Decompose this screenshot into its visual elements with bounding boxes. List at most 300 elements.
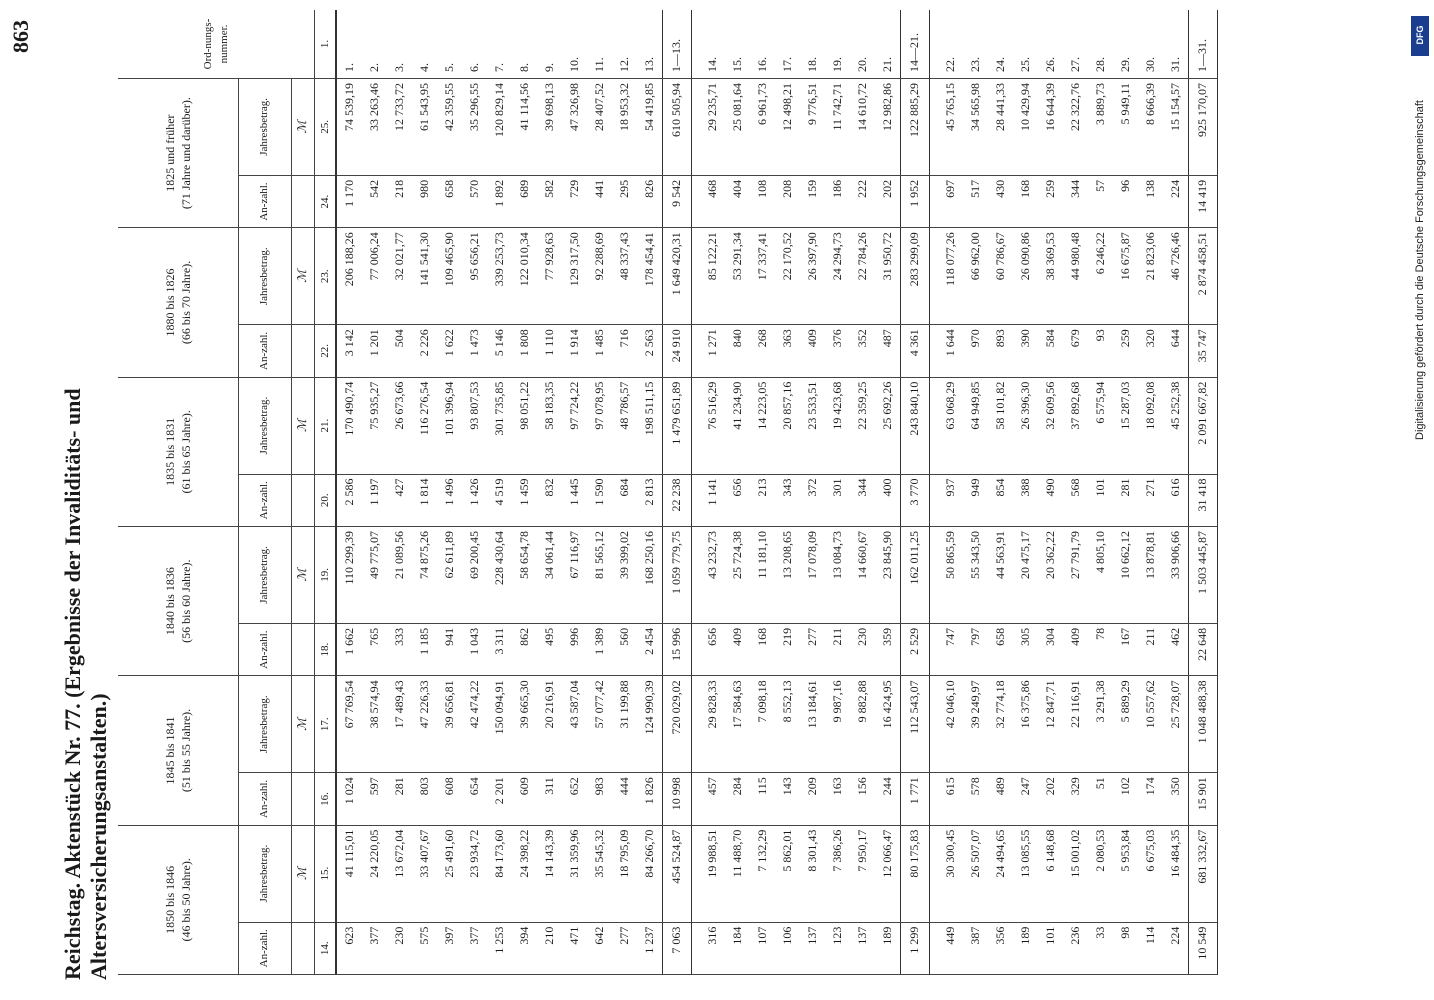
count-cell: 1 826 [637,773,663,825]
spacer-row [691,10,700,975]
amount-cell: 10 662,12 [1113,526,1138,623]
table-row [1013,10,1038,975]
amount-cell: 37 892,68 [1063,377,1088,474]
unit-row [291,10,314,975]
spacer-cell [929,825,938,922]
count-cell: 209 [800,773,825,825]
amount-cell: 33 906,66 [1163,526,1189,623]
count-col-header: An-zahl. [238,474,291,526]
ord-number-cell: 11. [587,10,612,78]
count-cell: 578 [963,773,988,825]
count-cell: 259 [1038,175,1063,227]
amount-cell: 6 961,73 [750,78,775,175]
count-cell: 230 [850,623,875,675]
amount-cell: 26 090,86 [1013,228,1038,325]
column-number: 22. [314,325,336,377]
amount-cell: 14 223,05 [750,377,775,474]
table-row [412,10,437,975]
amount-cell: 14 660,67 [850,526,875,623]
group-header: 1835 bis 1831 (61 bis 65 Jahre). [118,377,238,526]
count-cell: 765 [362,623,387,675]
count-cell: 949 [963,474,988,526]
count-cell: 1 473 [462,325,487,377]
table-row [1088,10,1113,975]
count-cell: 490 [1038,474,1063,526]
ord-number-cell: 19. [825,10,850,78]
running-head: Reichstag. Aktenstück Nr. 77. (Ergebnisse der Invaliditäts- und Altersversicherungsanstalten.) [60,388,111,980]
amount-cell: 2 080,53 [1088,825,1113,922]
column-number: 18. [314,623,336,675]
count-cell: 98 [1113,922,1138,974]
count-cell: 457 [700,773,725,825]
count-cell: 329 [1063,773,1088,825]
amount-cell: 162 011,25 [900,526,929,623]
amount-cell: 12 982,86 [875,78,901,175]
spacer-cell [691,526,700,623]
amount-cell: 20 362,22 [1038,526,1063,623]
total-row [1188,10,1217,975]
amount-cell: 22 116,91 [1063,676,1088,773]
spacer-cell [691,676,700,773]
table-row [1163,10,1189,975]
ord-number-cell: 3. [387,10,412,78]
count-cell: 1 914 [562,325,587,377]
count-cell: 504 [387,325,412,377]
amount-cell: 31 199,88 [612,676,637,773]
count-cell: 93 [1088,325,1113,377]
amount-cell: 95 656,21 [462,228,487,325]
amount-cell: 20 216,91 [537,676,562,773]
table-row [725,10,750,975]
amount-cell: 1 059 779,75 [662,526,691,623]
amount-cell: 13 184,61 [800,676,825,773]
amount-cell: 339 253,73 [487,228,512,325]
table-row [336,10,362,975]
amount-cell: 6 246,22 [1088,228,1113,325]
count-cell: 311 [537,773,562,825]
spacer-cell [691,228,700,325]
amount-cell: 26 396,30 [1013,377,1038,474]
amount-cell: 58 183,35 [537,377,562,474]
count-cell: 3 770 [900,474,929,526]
ord-number-cell: 28. [1088,10,1113,78]
count-cell: 409 [800,325,825,377]
amount-cell: 14 610,72 [850,78,875,175]
amount-cell: 29 828,33 [700,676,725,773]
count-cell: 4 519 [487,474,512,526]
count-cell: 1 952 [900,175,929,227]
amount-cell: 15 154,57 [1163,78,1189,175]
count-cell: 656 [725,474,750,526]
count-cell: 716 [612,325,637,377]
amount-cell: 64 949,85 [963,377,988,474]
count-cell: 937 [938,474,963,526]
amount-cell: 681 332,67 [1188,825,1217,922]
amount-col-header: Jahresbetrag. [238,228,291,325]
amount-cell: 11 488,70 [725,825,750,922]
count-cell: 1 389 [587,623,612,675]
count-cell: 747 [938,623,963,675]
count-cell: 167 [1113,623,1138,675]
amount-cell: 10 557,62 [1138,676,1163,773]
count-cell: 449 [938,922,963,974]
amount-cell: 28 407,52 [587,78,612,175]
amount-cell: 63 068,29 [938,377,963,474]
count-cell: 394 [512,922,537,974]
amount-cell: 93 807,53 [462,377,487,474]
amount-cell: 243 840,10 [900,377,929,474]
amount-cell: 58 101,82 [988,377,1013,474]
count-cell: 107 [750,922,775,974]
amount-cell: 17 337,41 [750,228,775,325]
ord-number-cell: 25. [1013,10,1038,78]
ord-number-cell: 20. [850,10,875,78]
amount-cell: 34 565,98 [963,78,988,175]
spacer-cell [929,676,938,773]
watermark-text: Digitalisierung gefördert durch die Deutsche Forschungsgemeinschaft [1414,100,1426,440]
amount-cell: 92 288,69 [587,228,612,325]
ord-number-cell: 21. [875,10,901,78]
amount-cell: 12 733,72 [387,78,412,175]
count-cell: 350 [1163,773,1189,825]
amount-cell: 16 424,95 [875,676,901,773]
group-header: 1825 und früher (71 Jahre und darüber). [118,78,238,227]
group-header: 1880 bis 1826 (66 bis 70 Jahre). [118,228,238,377]
amount-cell: 101 396,94 [437,377,462,474]
column-number: 25. [314,78,336,175]
count-cell: 1 197 [362,474,387,526]
amount-cell: 60 786,67 [988,228,1013,325]
ord-number-cell: 14—21. [900,10,929,78]
amount-cell: 150 094,91 [487,676,512,773]
count-cell: 409 [725,623,750,675]
count-cell: 3 142 [336,325,362,377]
count-cell: 1 814 [412,474,437,526]
count-cell: 277 [612,922,637,974]
table-row [537,10,562,975]
amount-cell: 98 051,22 [512,377,537,474]
count-cell: 427 [387,474,412,526]
spacer-cell [929,228,938,325]
count-cell: 123 [825,922,850,974]
unit-blank [291,773,314,825]
count-cell: 359 [875,623,901,675]
count-cell: 1 141 [700,474,725,526]
column-number: 14. [314,922,336,974]
count-cell: 22 648 [1188,623,1217,675]
count-cell: 284 [725,773,750,825]
count-cell: 570 [462,175,487,227]
table-row [700,10,725,975]
amount-cell: 74 875,26 [412,526,437,623]
count-cell: 1 185 [412,623,437,675]
count-cell: 658 [437,175,462,227]
ord-header: Ord-nungs-nummer. [118,10,314,78]
amount-cell: 2 091 667,82 [1188,377,1217,474]
count-cell: 832 [537,474,562,526]
amount-cell: 24 294,73 [825,228,850,325]
amount-cell: 13 208,65 [775,526,800,623]
ord-number-cell: 16. [750,10,775,78]
count-cell: 1 024 [336,773,362,825]
count-cell: 729 [562,175,587,227]
amount-cell: 22 359,25 [850,377,875,474]
count-cell: 575 [412,922,437,974]
count-cell: 211 [1138,623,1163,675]
count-cell: 642 [587,922,612,974]
count-cell: 2 454 [637,623,663,675]
amount-cell: 53 291,34 [725,228,750,325]
count-cell: 213 [750,474,775,526]
amount-cell: 170 490,74 [336,377,362,474]
table-row [750,10,775,975]
count-cell: 31 418 [1188,474,1217,526]
ord-number-cell: 5. [437,10,462,78]
amount-cell: 13 085,55 [1013,825,1038,922]
count-cell: 597 [362,773,387,825]
amount-cell: 47 226,33 [412,676,437,773]
count-cell: 224 [1163,922,1189,974]
column-number: 23. [314,228,336,325]
amount-cell: 1 479 651,89 [662,377,691,474]
count-cell: 387 [963,922,988,974]
amount-cell: 17 584,63 [725,676,750,773]
amount-cell: 110 299,39 [336,526,362,623]
amount-cell: 16 484,35 [1163,825,1189,922]
count-cell: 1 808 [512,325,537,377]
amount-cell: 16 375,86 [1013,676,1038,773]
amount-cell: 25 724,38 [725,526,750,623]
table-row [1138,10,1163,975]
count-cell: 168 [750,623,775,675]
count-cell: 2 201 [487,773,512,825]
amount-cell: 228 430,64 [487,526,512,623]
count-cell: 259 [1113,325,1138,377]
count-cell: 33 [1088,922,1113,974]
table-row [775,10,800,975]
amount-cell: 61 543,95 [412,78,437,175]
table-row [963,10,988,975]
count-cell: 344 [1063,175,1088,227]
table-row [875,10,901,975]
count-cell: 679 [1063,325,1088,377]
amount-cell: 75 935,27 [362,377,387,474]
amount-cell: 122 010,34 [512,228,537,325]
unit-mark: ℳ [291,228,314,325]
amount-cell: 77 928,63 [537,228,562,325]
count-cell: 941 [437,623,462,675]
spacer-cell [691,10,700,78]
count-cell: 2 813 [637,474,663,526]
amount-cell: 116 276,54 [412,377,437,474]
ord-number-cell: 17. [775,10,800,78]
count-cell: 495 [537,623,562,675]
count-cell: 404 [725,175,750,227]
pension-table [118,10,1218,975]
count-cell: 108 [750,175,775,227]
count-cell: 210 [537,922,562,974]
count-cell: 2 226 [412,325,437,377]
table-row [988,10,1013,975]
amount-cell: 15 287,03 [1113,377,1138,474]
amount-cell: 32 774,18 [988,676,1013,773]
table-row [800,10,825,975]
unit-blank [291,623,314,675]
count-cell: 489 [988,773,1013,825]
unit-mark: ℳ [291,78,314,175]
amount-cell: 41 234,90 [725,377,750,474]
count-cell: 159 [800,175,825,227]
count-cell: 281 [1113,474,1138,526]
amount-cell: 109 465,90 [437,228,462,325]
ord-number-cell: 13. [637,10,663,78]
count-cell: 615 [938,773,963,825]
count-cell: 281 [387,773,412,825]
amount-cell: 23 533,51 [800,377,825,474]
count-cell: 96 [1113,175,1138,227]
amount-cell: 39 698,13 [537,78,562,175]
count-col-header: An-zahl. [238,175,291,227]
ord-number-cell: 7. [487,10,512,78]
amount-cell: 16 675,87 [1113,228,1138,325]
amount-cell: 11 181,10 [750,526,775,623]
spacer-cell [929,325,938,377]
count-cell: 797 [963,623,988,675]
amount-cell: 7 098,18 [750,676,775,773]
count-cell: 409 [1063,623,1088,675]
count-cell: 1 110 [537,325,562,377]
amount-cell: 43 232,73 [700,526,725,623]
count-cell: 352 [850,325,875,377]
count-cell: 1 485 [587,325,612,377]
amount-cell: 25 692,26 [875,377,901,474]
count-cell: 441 [587,175,612,227]
amount-cell: 12 847,71 [1038,676,1063,773]
amount-cell: 25 081,64 [725,78,750,175]
count-cell: 644 [1163,325,1189,377]
spacer-cell [691,325,700,377]
amount-cell: 77 006,24 [362,228,387,325]
amount-cell: 24 494,65 [988,825,1013,922]
amount-cell: 57 077,42 [587,676,612,773]
amount-cell: 39 656,81 [437,676,462,773]
amount-col-header: Jahresbetrag. [238,825,291,922]
amount-cell: 112 543,07 [900,676,929,773]
count-cell: 400 [875,474,901,526]
amount-cell: 46 726,46 [1163,228,1189,325]
amount-cell: 31 950,72 [875,228,901,325]
spacer-cell [929,474,938,526]
count-cell: 1 170 [336,175,362,227]
count-cell: 2 529 [900,623,929,675]
spacer-cell [691,78,700,175]
amount-cell: 720 029,02 [662,676,691,773]
count-cell: 1 253 [487,922,512,974]
amount-cell: 18 795,09 [612,825,637,922]
amount-cell: 8 666,39 [1138,78,1163,175]
count-cell: 471 [562,922,587,974]
amount-cell: 21 089,56 [387,526,412,623]
count-cell: 980 [412,175,437,227]
group-header: 1850 bis 1846 (46 bis 50 Jahre). [118,825,238,974]
spacer-cell [929,377,938,474]
amount-cell: 11 742,71 [825,78,850,175]
page-number: 863 [8,20,33,53]
table-row [1113,10,1138,975]
amount-cell: 23 845,90 [875,526,901,623]
amount-cell: 283 299,09 [900,228,929,325]
count-cell: 301 [825,474,850,526]
amount-cell: 58 654,78 [512,526,537,623]
count-cell: 582 [537,175,562,227]
count-cell: 1 201 [362,325,387,377]
count-cell: 102 [1113,773,1138,825]
amount-col-header: Jahresbetrag. [238,377,291,474]
count-cell: 333 [387,623,412,675]
table-row [437,10,462,975]
table-row [637,10,663,975]
count-cell: 174 [1138,773,1163,825]
count-cell: 1 426 [462,474,487,526]
count-cell: 106 [775,922,800,974]
amount-cell: 8 552,13 [775,676,800,773]
count-cell: 137 [850,922,875,974]
amount-cell: 44 563,91 [988,526,1013,623]
amount-cell: 42 359,55 [437,78,462,175]
column-number: 20. [314,474,336,526]
count-cell: 316 [700,922,725,974]
ord-number-cell: 23. [963,10,988,78]
dfg-logo: DFG [1411,16,1429,56]
count-cell: 14 419 [1188,175,1217,227]
table-row [462,10,487,975]
amount-cell: 6 675,03 [1138,825,1163,922]
amount-cell: 33 407,67 [412,825,437,922]
amount-cell: 5 889,29 [1113,676,1138,773]
column-number: 1. [314,10,336,78]
spacer-cell [691,825,700,922]
ord-number-cell: 1—13. [662,10,691,78]
amount-cell: 67 116,97 [562,526,587,623]
count-cell: 697 [938,175,963,227]
count-cell: 1 622 [437,325,462,377]
count-cell: 138 [1138,175,1163,227]
amount-cell: 120 829,14 [487,78,512,175]
table-row [1038,10,1063,975]
table-row [825,10,850,975]
count-cell: 430 [988,175,1013,227]
count-cell: 608 [437,773,462,825]
count-cell: 542 [362,175,387,227]
amount-cell: 12 066,47 [875,825,901,922]
amount-cell: 178 454,41 [637,228,663,325]
spacer-cell [929,773,938,825]
count-cell: 568 [1063,474,1088,526]
spacer-cell [691,474,700,526]
amount-cell: 1 048 488,38 [1188,676,1217,773]
amount-cell: 1 503 445,87 [1188,526,1217,623]
count-cell: 305 [1013,623,1038,675]
amount-cell: 38 574,94 [362,676,387,773]
count-cell: 4 361 [900,325,929,377]
unit-blank [291,175,314,227]
amount-cell: 45 765,15 [938,78,963,175]
count-cell: 2 586 [336,474,362,526]
count-cell: 271 [1138,474,1163,526]
table-row [487,10,512,975]
ord-number-cell: 9. [537,10,562,78]
amount-col-header: Jahresbetrag. [238,676,291,773]
